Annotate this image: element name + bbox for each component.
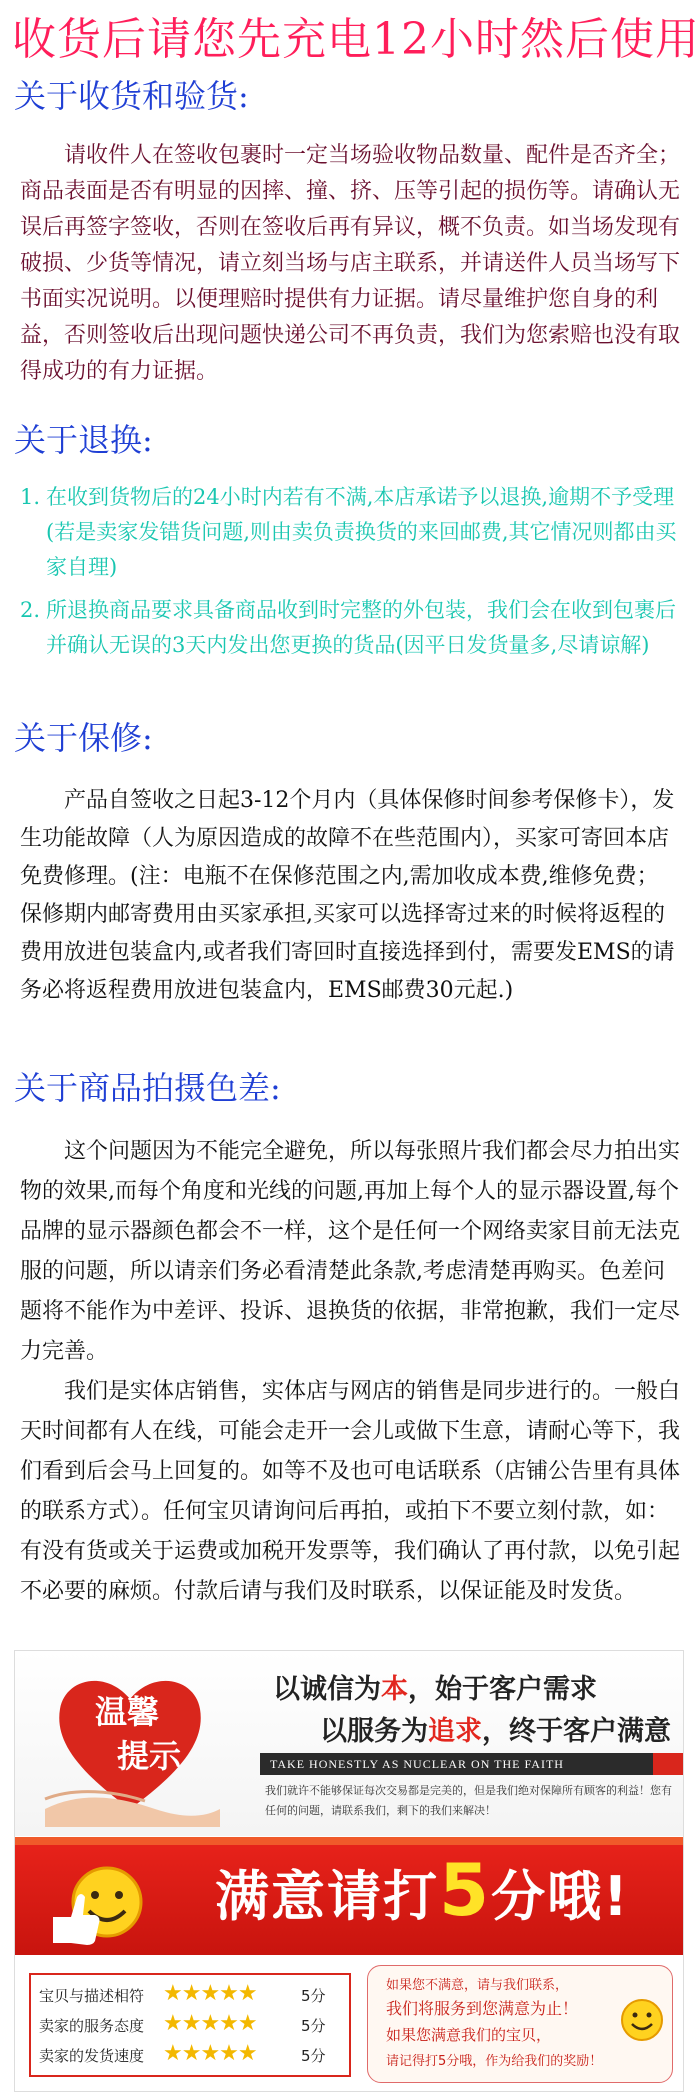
warranty-paragraph: 产品自签收之日起3-12个月内（具体保修时间参考保修卡），发生功能故障（人为原因造成的故障不在些范围内），买家可寄回本店免费修理。(注：电瓶不在保修范围之内,需加收成本费,维修免费；保修期内邮寄费用由买家承担,买家可以选择寄过来的时候将返程的费用放进包装盒内,或者我们寄回时直接选择到付，需要发EMS的请务必将返程费用放进包装盒内，EMS邮费30元起.) (20, 788, 675, 1003)
color-paragraph-1: 这个问题因为不能完全避免，所以每张照片我们都会尽力拍出实物的效果,而每个角度和光线的问题,再加上每个人的显示器设置,每个品牌的显示器颜色都会不一样，这个是任何一个网络卖家目前无法克服的问题，所以请亲们务必看清楚此条款,考虑清楚再购买。色差问题将不能作为中差评、投诉、退换货的依据，非常抱歉，我们一定尽力完善。 (20, 1139, 681, 1364)
slogan-2-pre: 以服务为 (320, 1716, 428, 1747)
slogan-1-pre: 以诚信为 (273, 1674, 381, 1705)
receipt-paragraph: 请收件人在签收包裹时一定当场验收物品数量、配件是否齐全；商品表面是否有明显的因摔、撞、挤、压等引起的损伤等。请确认无误后再签字签收，否则在签收后再有异议，概不负责。如当场发现有破损、少货等情况，请立刻当场与店主联系，并请送件人员当场写下书面实况说明。以便理赔时提供有力证据。请尽量维护您自身的利益，否则签收后出现问题快递公司不再负责，我们为您索赔也没有取得成功的有力证据。 (20, 143, 681, 384)
rating-band-stripe (15, 1837, 683, 1845)
list-item-number: 1. (20, 485, 41, 509)
rate-title-number: 5 (439, 1848, 492, 1932)
thanks-line-1: 如果您不满意，请与我们联系， (386, 1978, 569, 1993)
smiley-icon (618, 1996, 666, 2044)
rating-box (29, 1973, 351, 2077)
slogan-1-red: 本 (381, 1674, 408, 1705)
rate-title-pre: 满意请打 (215, 1865, 439, 1928)
english-bar-accent (653, 1753, 683, 1775)
banner-note: 我们就许不能够保证每次交易都是完美的，但是我们绝对保障所有顾客的利益！您有任何的问题，请联系我们，剩下的我们来解决！ (265, 1784, 672, 1817)
rating-score: 5分 (301, 2017, 326, 2035)
heart-text-top: 温馨 (95, 1693, 160, 1731)
thumbs-up-smiley-icon (45, 1857, 155, 1947)
rating-label: 卖家的发货速度 (39, 2047, 145, 2065)
warranty-heading: 关于保修: (14, 719, 153, 757)
thanks-line-4: 请记得打5分哦，作为给我们的奖励！ (386, 2054, 603, 2069)
slogan-line-1 (273, 1667, 597, 1706)
english-slogan-bar (260, 1753, 683, 1775)
list-item-text: 在收到货物后的24小时内若有不满,本店承诺予以退换,逾期不予受理(若是卖家发错货问题,则由卖负责换货的来回邮费,其它情况则都由买家自理) (46, 485, 677, 579)
thanks-line-3: 如果您满意我们的宝贝， (386, 2026, 552, 2044)
star-rating-icon: ★★★★★ (163, 2041, 257, 2066)
star-rating-icon: ★★★★★ (163, 2011, 257, 2036)
english-slogan: TAKE HONESTLY AS NUCLEAR ON THE FAITH (270, 1757, 564, 1771)
receipt-heading: 关于收货和验货: (14, 77, 249, 115)
rating-row (39, 1981, 345, 2011)
rating-score: 5分 (301, 2047, 326, 2065)
rating-row (39, 2011, 345, 2041)
slogan-1-post: ，始于客户需求 (408, 1674, 597, 1705)
thanks-line-2: 我们将服务到您满意为止！ (386, 1999, 579, 2018)
return-list (20, 480, 680, 671)
rating-label: 卖家的服务态度 (39, 2017, 145, 2035)
rating-band (15, 1837, 683, 1955)
page-title: 收货后请您先充电12小时然后使用 (12, 14, 700, 65)
star-rating-icon: ★★★★★ (163, 1981, 257, 2006)
list-item (20, 593, 680, 663)
list-item-number: 2. (20, 598, 41, 622)
list-item (20, 480, 680, 585)
list-item-text: 所退换商品要求具备商品收到时完整的外包装，我们会在收到包裹后并确认无误的3天内发出您更换的货品(因平日发货量多,尽请谅解) (46, 598, 676, 657)
rating-row (39, 2041, 345, 2071)
slogan-line-2 (320, 1709, 671, 1748)
color-heading: 关于商品拍摄色差: (14, 1069, 281, 1107)
heart-hands-graphic (35, 1659, 225, 1829)
slogan-2-red: 追求 (428, 1716, 482, 1747)
banner-bottom (15, 1955, 683, 2091)
banner-top (15, 1651, 683, 1836)
return-heading: 关于退换: (14, 421, 153, 459)
service-paragraph: 我们是实体店销售，实体店与网店的销售是同步进行的。一般白天时间都有人在线，可能会走开一会儿或做下生意，请耐心等下，我们看到后会马上回复的。如等不及也可电话联系（店铺公告里有具体的联系方式）。任何宝贝请询问后再拍，或拍下不要立刻付款，如：有没有货或关于运费或加税开发票等，我们确认了再付款，以免引起不必要的麻烦。付款后请与我们及时联系，以保证能及时发货。 (20, 1379, 681, 1604)
thanks-box (367, 1965, 673, 2083)
rating-score: 5分 (301, 1987, 326, 2005)
rating-label: 宝贝与描述相符 (39, 1987, 145, 2005)
heart-text-bottom: 提示 (117, 1737, 182, 1775)
rate-title-post: 分哦! (491, 1865, 630, 1928)
rate-title (215, 1848, 630, 1932)
slogan-2-post: ，终于客户满意 (482, 1716, 671, 1747)
tips-banner (14, 1650, 684, 2092)
